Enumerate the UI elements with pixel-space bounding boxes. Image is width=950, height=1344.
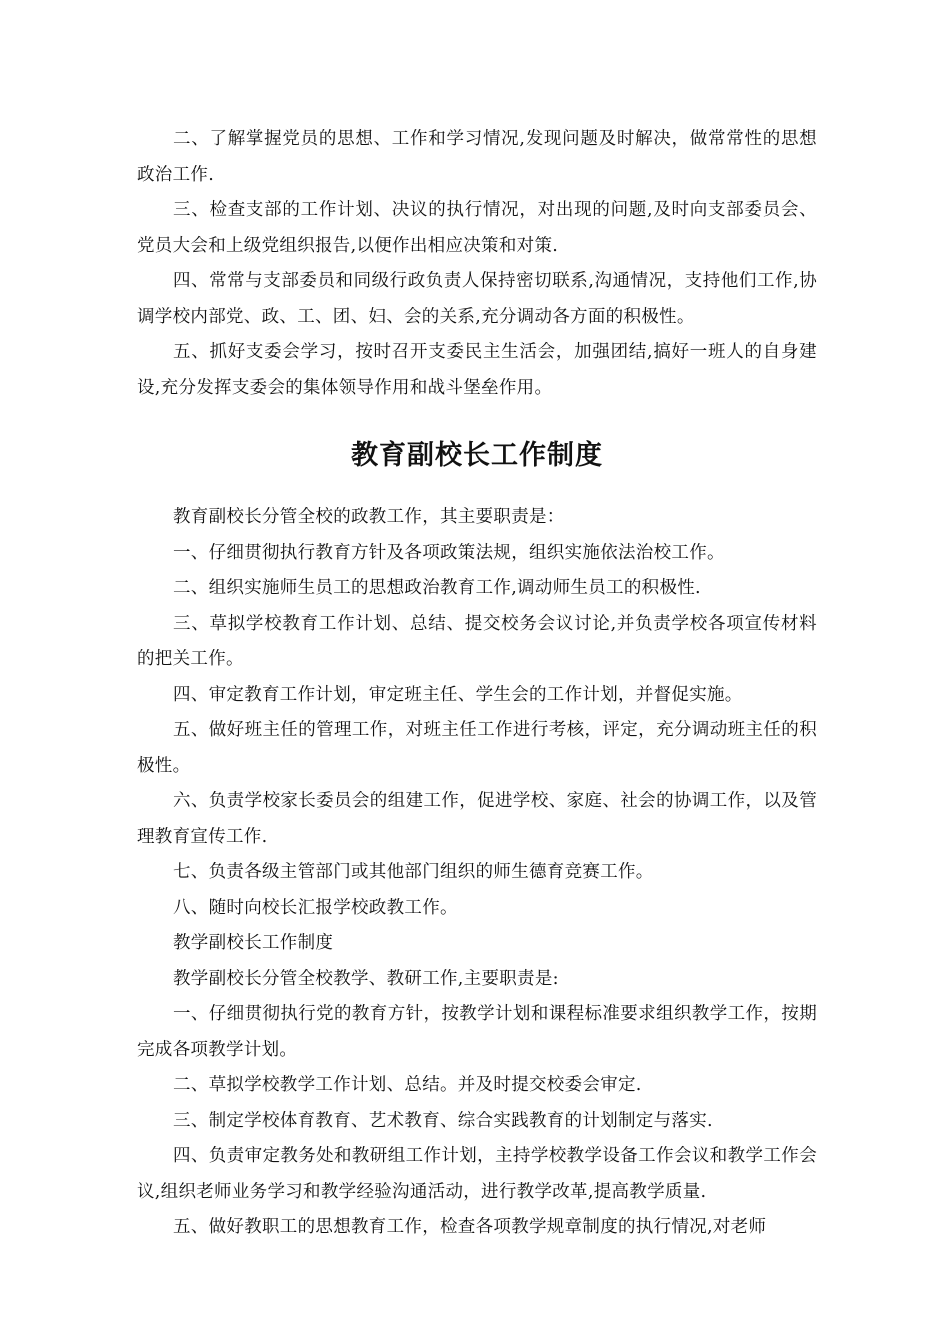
paragraph: 六、负责学校家长委员会的组建工作，促进学校、家庭、社会的协调工作，以及管理教育宣传工作. xyxy=(137,791,817,847)
paragraph: 三、草拟学校教育工作计划、总结、提交校务会议讨论,并负责学校各项宣传材料的把关工作。 xyxy=(137,613,817,669)
paragraph: 四、负责审定教务处和教研组工作计划，主持学校教学设备工作会议和教学工作会议,组织老师业务学习和教学经验沟通活动，进行教学改革,提高教学质量. xyxy=(137,1146,817,1202)
subsection-heading: 教学副校长工作制度 xyxy=(173,933,334,953)
paragraph: 七、负责各级主管部门或其他部门组织的师生德育竞赛工作。 xyxy=(173,862,654,882)
paragraph: 四、常常与支部委员和同级行政负责人保持密切联系,沟通情况，支持他们工作,协调学校内部党、政、工、团、妇、会的关系,充分调动各方面的积极性。 xyxy=(137,271,817,327)
section-body xyxy=(137,500,817,1246)
paragraph: 一、仔细贯彻执行党的教育方针，按教学计划和课程标准要求组织教学工作，按期完成各项教学计划。 xyxy=(137,1004,817,1060)
paragraph: 一、仔细贯彻执行教育方针及各项政策法规，组织实施依法治校工作。 xyxy=(173,542,725,563)
paragraph: 三、检查支部的工作计划、决议的执行情况，对出现的问题,及时向支部委员会、党员大会和上级党组织报告,以便作出相应决策和对策. xyxy=(137,200,817,256)
paragraph: 教育副校长分管全校的政教工作，其主要职责是： xyxy=(173,507,565,527)
paragraph: 教学副校长分管全校教学、教研工作,主要职责是: xyxy=(173,968,559,989)
paragraph: 二、草拟学校教学工作计划、总结。并及时提交校委会审定. xyxy=(173,1075,642,1095)
paragraph: 八、随时向校长汇报学校政教工作。 xyxy=(173,897,458,918)
paragraph: 三、制定学校体育教育、艺术教育、综合实践教育的计划制定与落实. xyxy=(173,1110,713,1131)
paragraph: 二、了解掌握党员的思想、工作和学习情况,发现问题及时解决，做常常性的思想政治工作. xyxy=(137,129,817,185)
paragraph: 五、抓好支委会学习，按时召开支委民主生活会，加强团结,搞好一班人的自身建设,充分发挥支委会的集体领导作用和战斗堡垒作用。 xyxy=(137,342,817,398)
document-page xyxy=(137,122,817,1246)
paragraph: 五、做好教职工的思想教育工作，检查各项教学规章制度的执行情况,对老师 xyxy=(173,1217,767,1237)
paragraph: 四、审定教育工作计划，审定班主任、学生会的工作计划，并督促实施。 xyxy=(173,684,743,705)
section-title: 教育副校长工作制度 xyxy=(351,440,603,471)
paragraph: 二、组织实施师生员工的思想政治教育工作,调动师生员工的积极性. xyxy=(173,578,701,598)
top-section xyxy=(137,122,817,406)
paragraph: 五、做好班主任的管理工作，对班主任工作进行考核，评定，充分调动班主任的积极性。 xyxy=(137,720,817,776)
